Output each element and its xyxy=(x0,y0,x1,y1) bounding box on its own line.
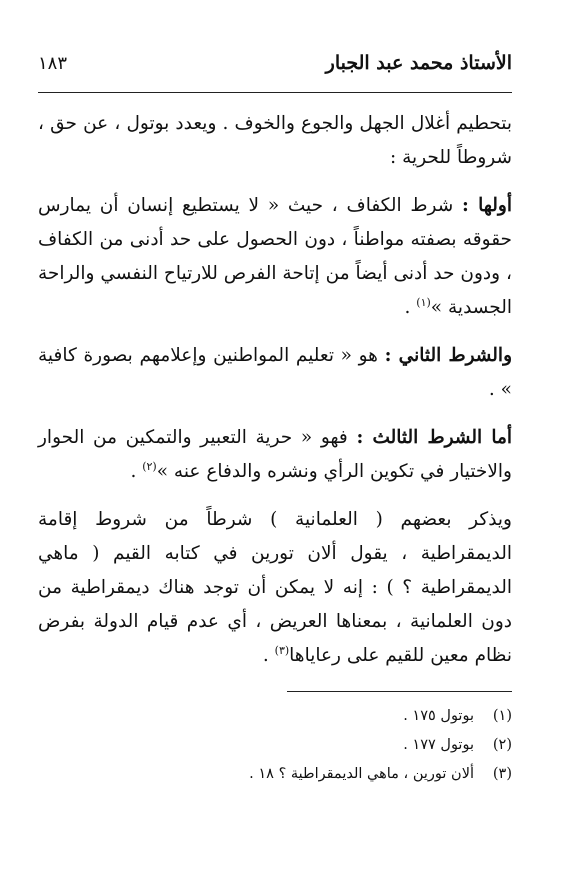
paragraph-tail: . xyxy=(404,297,417,318)
footnotes xyxy=(38,702,512,789)
header-divider xyxy=(38,92,512,93)
paragraph-text: شرط الكفاف ، حيث « لا يستطيع إنسان أن يمارس حقوقه بصفته مواطناً ، دون الحصول على حد أدنى من الكفاف ، ودون حد أدنى أيضاً من إتاحة الفرص للارتياح النفسي والراحة الجسدية » xyxy=(38,195,513,318)
paragraph xyxy=(38,339,512,407)
footnote-number: (٣) xyxy=(492,766,512,782)
footnote-number: (٢) xyxy=(492,737,512,753)
paragraph-text: هو « تعليم المواطنين وإعلامهم بصورة كافية » . xyxy=(38,345,512,400)
paragraph-text: فهو « حرية التعبير والتمكين من الحوار والاختيار في تكوين الرأي ونشره والدفاع عنه » xyxy=(38,427,512,482)
footnote-item xyxy=(38,702,512,731)
paragraph-lead: أولها : xyxy=(461,195,512,216)
paragraph-lead: والشرط الثاني : xyxy=(384,345,513,366)
footnote-number: (١) xyxy=(492,708,512,724)
page-number: ١٨٣ xyxy=(38,53,68,74)
paragraph-tail: . xyxy=(130,461,143,482)
paragraph-tail: . xyxy=(262,645,275,666)
footnote-text: بوتول ١٧٥ . xyxy=(403,708,474,724)
footnote-ref[interactable]: (١) xyxy=(416,295,431,309)
paragraph-lead: أما الشرط الثالث : xyxy=(356,427,512,448)
running-header xyxy=(38,52,512,92)
footnote-divider xyxy=(287,691,512,692)
footnote-ref[interactable]: (٣) xyxy=(274,643,290,657)
paragraph xyxy=(38,503,512,673)
paragraph xyxy=(38,189,512,325)
paragraph xyxy=(38,107,512,175)
running-title: الأستاذ محمد عبد الجبار xyxy=(325,52,512,74)
footnote-ref[interactable]: (٢) xyxy=(142,459,157,473)
footnote-item xyxy=(38,731,512,760)
footnote-text: ألان تورين ، ماهي الديمقراطية ؟ ١٨ . xyxy=(249,766,474,782)
footnote-item xyxy=(38,760,512,789)
body-text xyxy=(38,107,512,673)
paragraph xyxy=(38,421,512,489)
paragraph-text: بتحطيم أغلال الجهل والجوع والخوف . ويعدد بوتول ، عن حق ، شروطاً للحرية : xyxy=(38,113,512,168)
paragraph-text: ويذكر بعضهم ( العلمانية ) شرطاً من شروط إقامة الديمقراطية ، يقول ألان تورين في كتابه القيم ( ماهي الديمقراطية ؟ ) : إنه لا يمكن أن توجد هناك ديمقراطية من دون العلمانية ، بمعناها العريض ، أي عدم قيام الدولة بفرض نظام معين للقيم على رعاياها xyxy=(38,509,512,666)
footnote-text: بوتول ١٧٧ . xyxy=(403,737,474,753)
book-page xyxy=(38,52,512,789)
